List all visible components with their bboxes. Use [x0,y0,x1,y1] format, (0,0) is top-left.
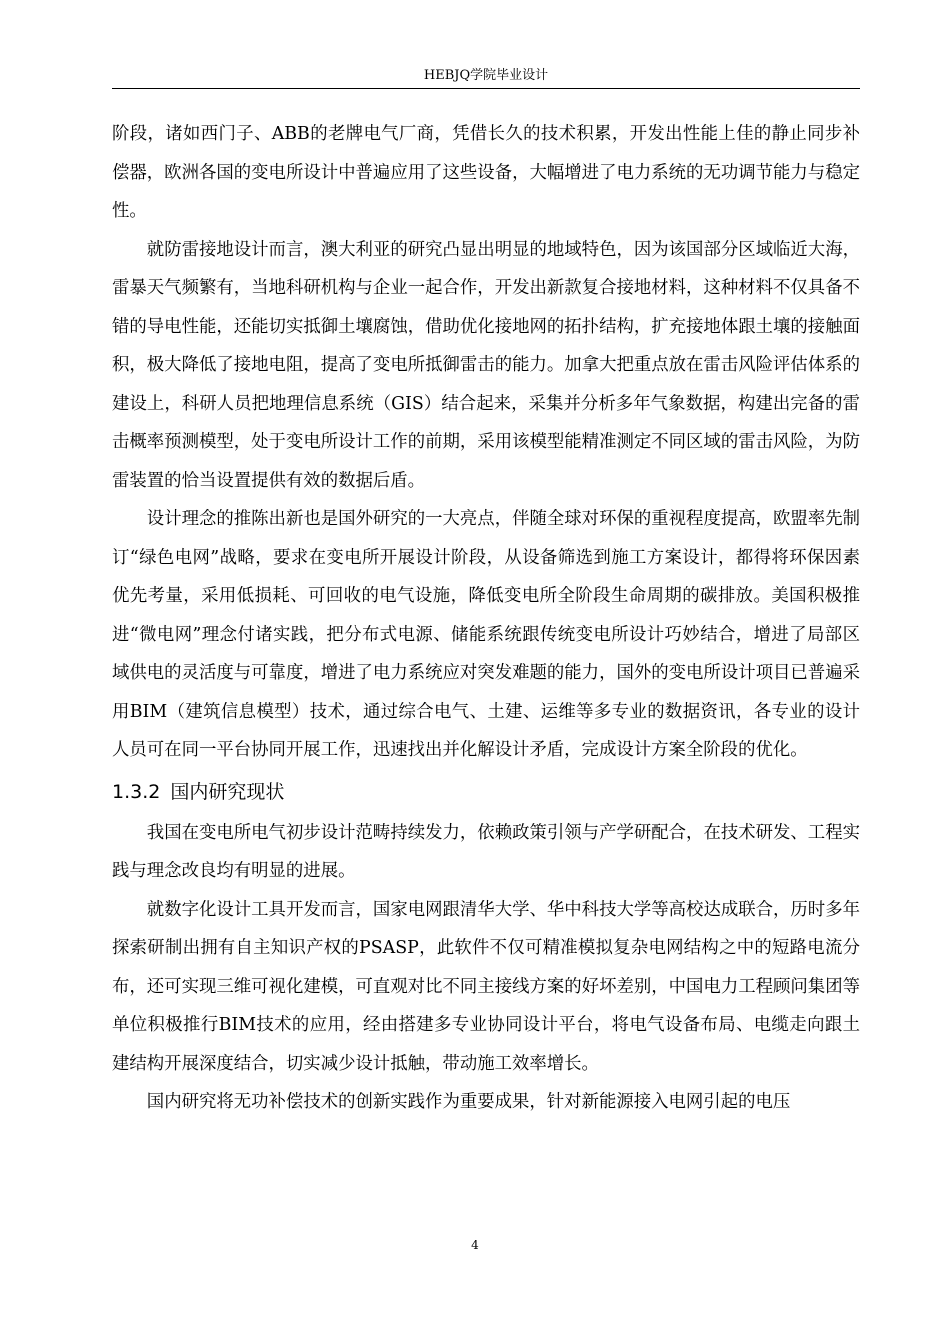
paragraph-domestic-intro: 我国在变电所电气初步设计范畴持续发力，依赖政策引领与产学研配合，在技术研发、工程实践与理念改良均有明显的进展。 [112,822,860,881]
paragraph-continuation: 阶段，诸如西门子、ABB的老牌电气厂商，凭借长久的技术积累，开发出性能上佳的静止同步补偿器，欧洲各国的变电所设计中普遍应用了这些设备，大幅增进了电力系统的无功调节能力与稳定性。 [112,124,860,221]
section-title: 国内研究现状 [170,780,285,803]
page-body [112,115,860,1122]
header-rule [112,88,860,89]
section-number: 1.3.2 [112,780,161,803]
paragraph-digital-tools: 就数字化设计工具开发而言，国家电网跟清华大学、华中科技大学等高校达成联合，历时多年探索研制出拥有自主知识产权的PSASP，此软件不仅可精准模拟复杂电网结构之中的短路电流分布，还可实现三维可视化建模，可直观对比不同主接线方案的好坏差别，中国电力工程顾问集团等单位积极推行BIM技术的应用，经由搭建多专业协同设计平台，将电气设备布局、电缆走向跟土建结构开展深度结合，切实减少设计抵触，带动施工效率增长。 [112,899,860,1074]
running-header: HEBJQ学院毕业设计 [423,68,549,83]
paragraph-reactive-compensation: 国内研究将无功补偿技术的创新实践作为重要成果，针对新能源接入电网引起的电压 [146,1092,791,1112]
paragraph-lightning-protection: 就防雷接地设计而言，澳大利亚的研究凸显出明显的地域特色，因为该国部分区域临近大海，雷暴天气频繁有，当地科研机构与企业一起合作，开发出新款复合接地材料，这种材料不仅具备不错的导电性能，还能切实抵御土壤腐蚀，借助优化接地网的拓扑结构，扩充接地体跟土壤的接触面积，极大降低了接地电阻，提高了变电所抵御雷击的能力。加拿大把重点放在雷击风险评估体系的建设上，科研人员把地理信息系统（GIS）结合起来，采集并分析多年气象数据，构建出完备的雷击概率预测模型，处于变电所设计工作的前期，采用该模型能精准测定不同区域的雷击风险，为防雷装置的恰当设置提供有效的数据后盾。 [112,239,860,491]
page-number: 4 [471,1238,479,1252]
section-heading [112,770,860,814]
paragraph-design-concepts: 设计理念的推陈出新也是国外研究的一大亮点，伴随全球对环保的重视程度提高，欧盟率先制订“绿色电网”战略，要求在变电所开展设计阶段，从设备筛选到施工方案设计，都得将环保因素优先考量，采用低损耗、可回收的电气设施，降低变电所全阶段生命周期的碳排放。美国积极推进“微电网”理念付诸实践，把分布式电源、储能系统跟传统变电所设计巧妙结合，增进了局部区域供电的灵活度与可靠度，增进了电力系统应对突发难题的能力，国外的变电所设计项目已普遍采用BIM（建筑信息模型）技术，通过综合电气、土建、运维等多专业的数据资讯，各专业的设计人员可在同一平台协同开展工作，迅速找出并化解设计矛盾，完成设计方案全阶段的优化。 [112,509,860,760]
